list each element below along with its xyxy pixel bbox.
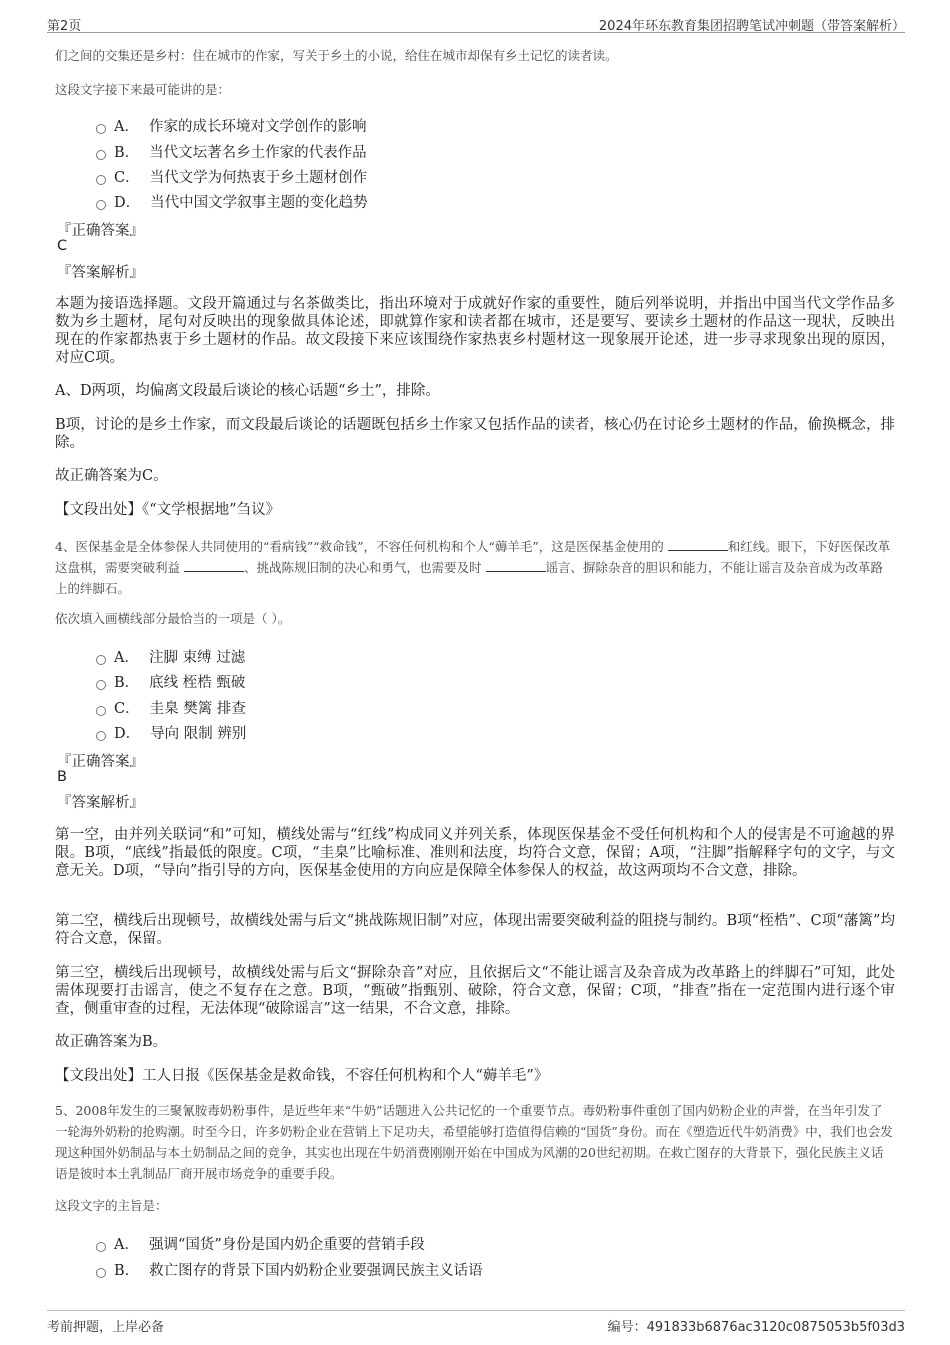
radio-icon[interactable]	[96, 1242, 106, 1252]
q3-stem: 这段文字接下来最可能讲的是：	[55, 82, 231, 97]
radio-icon[interactable]	[96, 124, 106, 134]
page-footer	[47, 1310, 905, 1335]
radio-icon[interactable]	[96, 200, 106, 210]
q4-source: 【文段出处】工人日报《医保基金是救命钱，不容任何机构和个人“薅羊毛”》	[55, 1068, 549, 1084]
q4-answer: B	[57, 769, 67, 785]
q3-option-b[interactable]: B． 当代文坛著名乡土作家的代表作品	[96, 141, 367, 162]
radio-icon[interactable]	[96, 731, 106, 741]
q3-option-d[interactable]: D． 当代中国文学叙事主题的变化趋势	[96, 191, 368, 212]
fill-blank-2[interactable]	[184, 559, 244, 572]
q3-analysis-label: 『答案解析』	[57, 265, 144, 281]
q5-option-b[interactable]: B． 救亡图存的背景下国内奶粉企业要强调民族主义话语	[96, 1259, 483, 1280]
page-header	[47, 10, 905, 33]
q3-option-c[interactable]: C． 当代文学为何热衷于乡土题材创作	[96, 166, 367, 187]
radio-icon[interactable]	[96, 1268, 106, 1278]
q4-passage: 4、医保基金是全体参保人共同使用的“看病钱”“救命钱”，不容任何机构和个人“薅羊毛”，这是医保基金使用的 和红线。眼下，下好医保改革这盘棋，需要突破利益 、挑战陈规旧制的决心和勇气，也需要及时 谣言、摒除杂音的胆识和能力，不能让谣言及杂音成为改革路上的绊脚石。	[55, 539, 891, 596]
q3-option-a[interactable]: A． 作家的成长环境对文学创作的影响	[96, 115, 366, 136]
q4-analysis-p1: 第一空，由并列关联词“和”可知，横线处需与“红线”构成同义并列关系，体现医保基金不受任何机构和个人的侵害是不可逾越的界限。B项，“底线”指最低的限度。C项，“圭臬”比喻标准、准则和法度，均符合文意，保留；A项，“注脚”指解释字句的文字，与文意无关。D项，“导向”指引导的方向，医保基金使用的方向应是保障全体参保人的权益，故这两项均不合文意，排除。	[55, 827, 895, 879]
q4-analysis-p2: 第二空，横线后出现顿号，故横线处需与后文“挑战陈规旧制”对应，体现出需要突破利益的阻挠与制约。B项“桎梏”、C项“藩篱”均符合文意，保留。	[55, 913, 895, 947]
q4-option-c[interactable]: C． 圭臬 樊篱 排查	[96, 697, 246, 718]
document-id: 编号：491833b6876ac3120c0875053b5f03d3	[607, 1320, 905, 1335]
fill-blank-3[interactable]	[486, 559, 546, 572]
q3-answer-label: 『正确答案』	[57, 223, 144, 239]
q4-stem: 依次填入画横线部分最恰当的一项是（ ）。	[55, 611, 291, 626]
radio-icon[interactable]	[96, 150, 106, 160]
q4-option-d[interactable]: D． 导向 限制 辨别	[96, 722, 246, 743]
q3-source: 【文段出处】《“文学根据地”刍议》	[55, 502, 281, 518]
q3-analysis-p2: A、D两项，均偏离文段最后谈论的核心话题“乡土”，排除。	[55, 383, 440, 399]
radio-icon[interactable]	[96, 680, 106, 690]
q3-answer: C	[57, 238, 68, 254]
q3-analysis-p4: 故正确答案为C。	[55, 468, 168, 484]
page-number: 第2页	[47, 19, 82, 34]
q5-passage: 5、2008年发生的三聚氰胺毒奶粉事件，是近些年来“牛奶”话题进入公共记忆的一个重要节点。毒奶粉事件重创了国内奶粉企业的声誉，在当年引发了一轮海外奶粉的抢购潮。时至今日，许多奶粉企业在营销上下足功夫，希望能够打造值得信赖的“国货”身份。而在《塑造近代牛奶消费》中，我们也会发现这种国外奶制品与本土奶制品之间的竞争，其实也出现在牛奶消费刚刚开始在中国成为风潮的20世纪初期。在救亡图存的大背景下，强化民族主义话语是彼时本土乳制品厂商开展市场竞争的重要手段。	[55, 1103, 893, 1181]
q4-option-b[interactable]: B． 底线 桎梏 甄破	[96, 671, 245, 692]
q4-option-a[interactable]: A． 注脚 束缚 过滤	[96, 646, 245, 667]
q4-analysis-p3: 第三空，横线后出现顿号，故横线处需与后文“摒除杂音”对应，且依据后文“不能让谣言及杂音成为改革路上的绊脚石”可知，此处需体现要打击谣言，使之不复存在之意。B项，“甄破”指甄别、破除，符合文意，保留；C项，“排查”指在一定范围内进行逐个审查，侧重审查的过程，无法体现“破除谣言”这一结果，不合文意，排除。	[55, 965, 895, 1017]
q4-analysis-label: 『答案解析』	[57, 795, 144, 811]
q3-passage-tail: 们之间的交集还是乡村：住在城市的作家，写关于乡土的小说，给住在城市却保有乡土记忆的读者读。	[55, 48, 618, 63]
q4-answer-label: 『正确答案』	[57, 754, 144, 770]
q3-analysis-p3: B项，讨论的是乡土作家，而文段最后谈论的话题既包括乡土作家又包括作品的读者，核心仍在讨论乡土题材的作品，偷换概念，排除。	[55, 417, 895, 451]
q4-analysis-p4: 故正确答案为B。	[55, 1034, 168, 1050]
q3-analysis-p1: 本题为接语选择题。文段开篇通过与名茶做类比，指出环境对于成就好作家的重要性，随后列举说明，并指出中国当代文学作品多数为乡土题材，尾句对反映出的现象做具体论述，即就算作家和读者都在城市，还是要写、要读乡土题材的作品这一现状，反映出现在的作家都热衷于乡土题材的作品。故文段接下来应该围绕作家热衷乡村题材这一现象展开论述，进一步寻求现象出现的原因，对应C项。	[55, 296, 895, 366]
radio-icon[interactable]	[96, 175, 106, 185]
document-title: 2024年环东教育集团招聘笔试冲刺题（带答案解析）	[598, 19, 905, 34]
footer-slogan: 考前押题，上岸必备	[47, 1320, 165, 1335]
q5-option-a[interactable]: A． 强调“国货”身份是国内奶企重要的营销手段	[96, 1233, 425, 1254]
q5-stem: 这段文字的主旨是：	[55, 1198, 168, 1213]
radio-icon[interactable]	[96, 655, 106, 665]
fill-blank-1[interactable]	[668, 538, 728, 551]
radio-icon[interactable]	[96, 706, 106, 716]
